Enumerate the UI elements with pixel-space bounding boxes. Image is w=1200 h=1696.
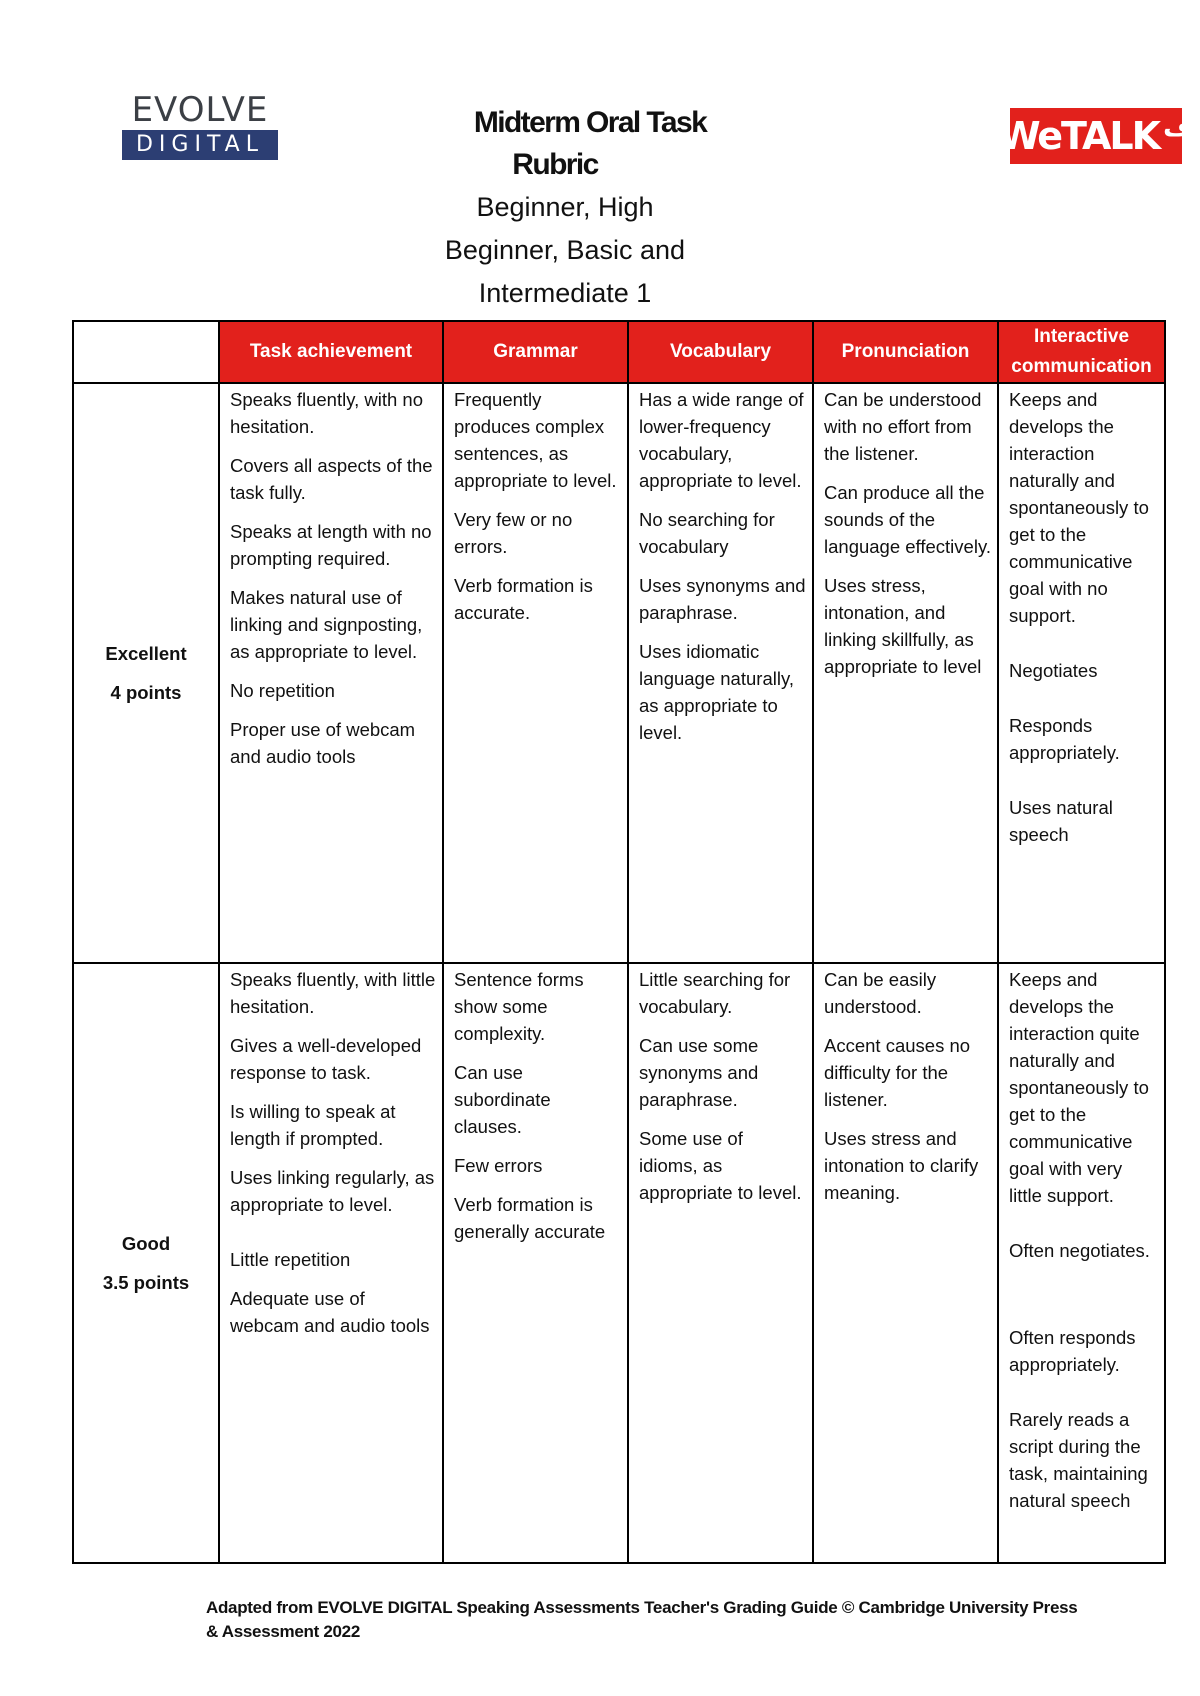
header-empty-cell [73,321,219,383]
level-name: Good [121,1233,171,1254]
criterion-text: Uses linking regularly, as appropriate to level. [230,1167,435,1215]
criterion-text: Some use of idioms, as appropriate to level. [639,1128,802,1203]
criterion-text: Negotiates [1009,660,1098,681]
criterion-text: Adequate use of webcam and audio tools [230,1288,430,1336]
criterion-text: Responds appropriately. [1009,715,1120,763]
criterion-text: Has a wide range of lower-frequency vocabulary, appropriate to level. [639,389,804,491]
criterion-text: Keeps and develops the interaction naturally and spontaneously to get to the communicative goal with no support. [1009,389,1149,626]
criterion-text: Can be easily understood. [824,969,937,1017]
evolve-digital-logo [122,90,278,164]
excellent-interactive-communication [998,383,1165,963]
row-excellent [73,383,1165,963]
wetalk-logo-text: WeTALK [998,114,1160,158]
excellent-pronunciation [813,383,998,963]
row-good [73,963,1165,1563]
evolve-logo-text: EVOLVE [131,90,269,130]
footer-attribution: Adapted from EVOLVE DIGITAL Speaking Assessments Teacher's Grading Guide © Cambridge University Press & Assessment 2022 [206,1598,1078,1641]
criterion-text: Sentence forms show some complexity. [454,969,584,1044]
flame-icon: ڤ [1163,113,1194,143]
criterion-text: Covers all aspects of the task fully. [230,455,433,503]
excellent-grammar [443,383,628,963]
criterion-text: Uses synonyms and paraphrase. [639,575,806,623]
criterion-text: Frequently produces complex sentences, as appropriate to level. [454,389,617,491]
good-vocabulary [628,963,813,1563]
level-points: 3.5 points [102,1272,190,1293]
good-grammar [443,963,628,1563]
criterion-text: Verb formation is generally accurate [454,1194,606,1242]
criterion-text: Verb formation is accurate. [454,575,593,623]
title-line-3: Beginner, High [476,192,654,222]
criterion-text: Little repetition [230,1249,351,1270]
header-row [73,321,1165,383]
criterion-text: Uses stress, intonation, and linking skillfully, as appropriate to level [824,575,982,677]
wetalk-logo [998,108,1194,164]
criterion-text: Speaks fluently, with no hesitation. [230,389,423,437]
level-cell-excellent [73,383,219,963]
criterion-text: Gives a well-developed response to task. [230,1035,422,1083]
title-line-2: Rubric [512,148,598,181]
level-name: Excellent [105,643,187,664]
header-interactive-communication: Interactive communication [998,321,1165,383]
good-interactive-communication [998,963,1165,1563]
header-pronunciation: Pronunciation [813,321,998,383]
criterion-text: Speaks at length with no prompting required. [230,521,432,569]
criterion-text: Uses stress and intonation to clarify meaning. [824,1128,979,1203]
criterion-text: Can produce all the sounds of the language effectively. [824,482,991,557]
criterion-text: Is willing to speak at length if prompted. [230,1101,396,1149]
excellent-task-achievement [219,383,443,963]
header-task-achievement: Task achievement [219,321,443,383]
criterion-text: Makes natural use of linking and signposting, as appropriate to level. [230,587,423,662]
excellent-vocabulary [628,383,813,963]
criterion-text: Often negotiates. [1009,1240,1150,1261]
good-pronunciation [813,963,998,1563]
level-cell-good [73,963,219,1563]
criterion-text: Keeps and develops the interaction quite naturally and spontaneously to get to the communicative goal with very little support. [1009,969,1149,1206]
criterion-text: No searching for vocabulary [639,509,775,557]
criterion-text: Can use some synonyms and paraphrase. [639,1035,759,1110]
criterion-text: Can be understood with no effort from the listener. [824,389,982,464]
criterion-text: Uses idiomatic language naturally, as appropriate to level. [639,641,794,743]
digital-logo-text: DIGITAL [122,130,278,160]
title-line-4: Beginner, Basic and [444,235,686,265]
title-line-5: Intermediate 1 [478,278,652,308]
header-grammar: Grammar [443,321,628,383]
document-title [380,102,800,315]
criterion-text: Can use subordinate clauses. [454,1062,551,1137]
criterion-text: Often responds appropriately. [1009,1327,1136,1375]
criterion-text: Proper use of webcam and audio tools [230,719,416,767]
header-vocabulary: Vocabulary [628,321,813,383]
criterion-text: Very few or no errors. [454,509,573,557]
criterion-text: No repetition [230,680,335,701]
rubric-table [72,320,1166,1564]
good-task-achievement [219,963,443,1563]
criterion-text: Accent causes no difficulty for the listener. [824,1035,971,1110]
criterion-text: Rarely reads a script during the task, maintaining natural speech [1009,1409,1148,1511]
criterion-text: Uses natural speech [1009,797,1113,845]
level-points: 4 points [110,682,182,703]
criterion-text: Little searching for vocabulary. [639,969,791,1017]
title-line-1: Midterm Oral Task [473,106,707,139]
criterion-text: Speaks fluently, with little hesitation. [230,969,436,1017]
criterion-text: Few errors [454,1155,543,1176]
